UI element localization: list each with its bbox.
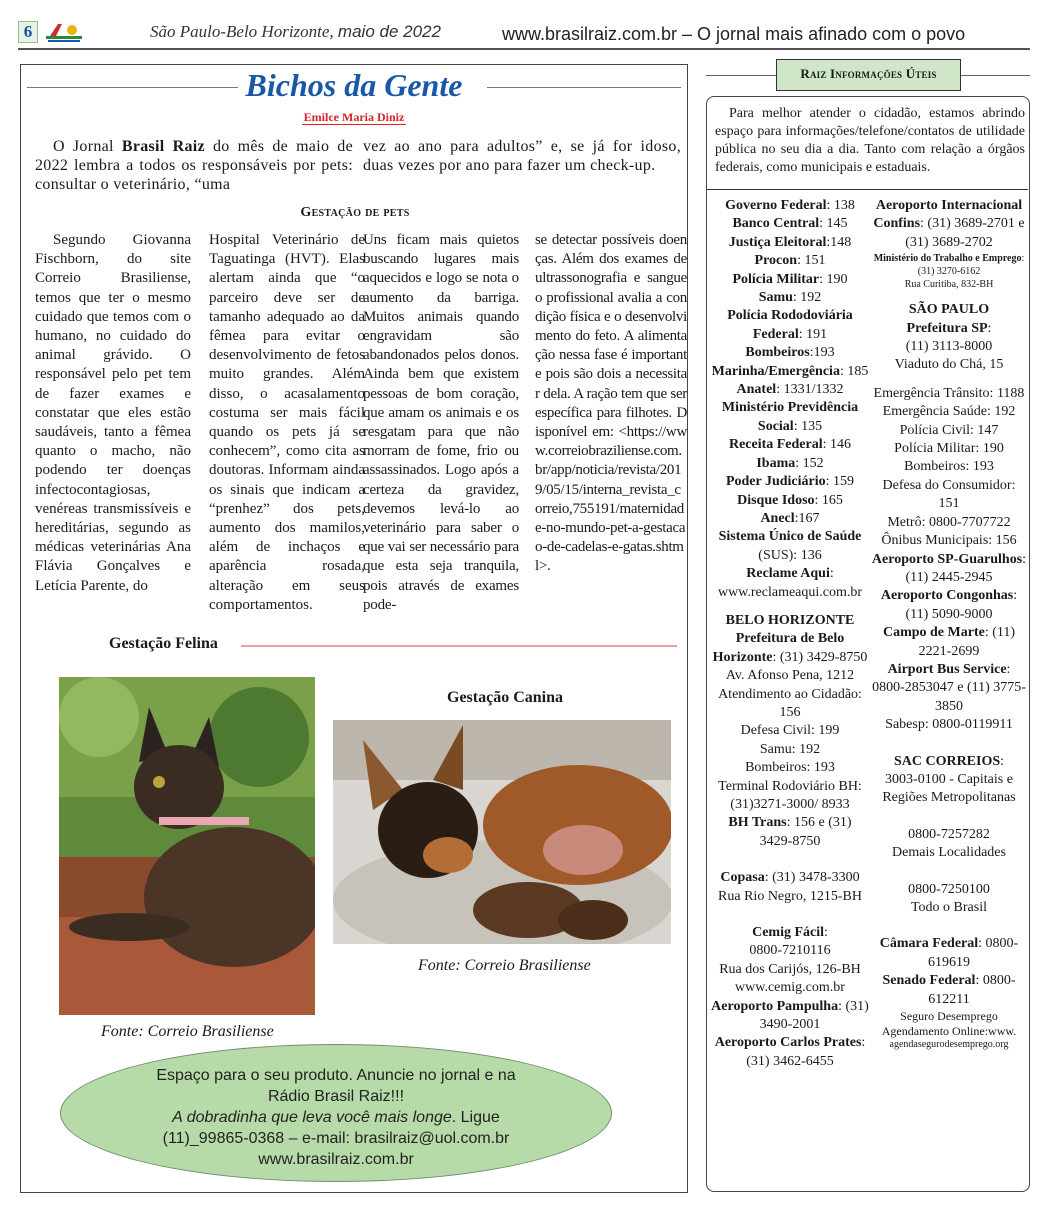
brasil-raiz-logo-icon [44, 20, 84, 44]
contact-line: Polícia Militar: 190 [894, 441, 1004, 457]
airport-bus-service: Airport Bus Service: 0800-2853047 e (11) 3775-3850 [872, 661, 1026, 714]
sac-demais-localidades [871, 826, 1027, 863]
contact-item: Polícia Militar: 190 [732, 271, 848, 287]
section-subheading: Gestação de pets [300, 205, 410, 220]
contact-item: www.reclameaqui.com.br [717, 584, 863, 600]
contact-item: Sistema Único de Saúde (SUS): 136 [718, 529, 862, 563]
sabesp: Sabesp: 0800-0119911 [885, 717, 1013, 733]
cat-photo [59, 677, 315, 1015]
contact-line: Terminal Rodoviário BH: (31)3271-3000/ 8933 [718, 778, 862, 812]
contact-line: 3003-0100 - Capitais e Regiões Metropolitanas [882, 771, 1016, 806]
sac-correios-details [871, 771, 1027, 808]
contact-item: Procon: 151 [754, 253, 826, 269]
edition-date: maio de 2022 [337, 22, 441, 41]
aeroporto-pampulha: Aeroporto Pampulha: (31) 3490-2001 [711, 998, 869, 1033]
contact-item: Bombeiros:193 [745, 345, 835, 361]
camara-federal: Câmara Federal: 0800-619619 [879, 936, 1019, 970]
copasa: Copasa: (31) 3478-3300 [720, 870, 860, 886]
contact-line: 0800-7257282 [908, 826, 990, 842]
felina-rule [241, 645, 677, 647]
edition-line [150, 22, 441, 42]
contact-item: Reclame Aqui: [746, 566, 834, 582]
ad-website-link[interactable]: www.brasilraiz.com.br [258, 1151, 414, 1168]
brand-name: Brasil Raiz [121, 138, 205, 155]
sidebar-box [706, 96, 1030, 1192]
contact-line: Bombeiros: 193 [904, 459, 994, 475]
seguro-desemprego-link[interactable]: agendasegurodesemprego.org [889, 1039, 1009, 1051]
federal-contacts-list [711, 197, 869, 602]
canina-caption: Fonte: Correio Brasiliense [418, 957, 591, 974]
sp-prefeitura: Prefeitura SP: [906, 320, 992, 336]
bh-heading: BELO HORIZONTE [725, 612, 855, 628]
website-tagline: www.brasilraiz.com.br – O jornal mais afinado com o povo [502, 24, 966, 44]
ministerio-trabalho: Ministério do Trabalho e Emprego: (31) 3270-6162 [873, 253, 1025, 278]
sidebar-badge: Raiz Informações Úteis [776, 59, 961, 91]
copasa-address: Rua Rio Negro, 1215-BH [718, 888, 862, 904]
contact-line: Emergência Trânsito: 1188 [873, 385, 1025, 401]
header-divider [18, 48, 1030, 50]
ministerio-trabalho-address: Rua Curitiba, 832-BH [904, 279, 994, 291]
sp-prefeitura-details [871, 338, 1027, 375]
article-column-3: Uns ficam mais quietos buscando lugares mais aquecidos e logo se nota o aumento da barriga. Muitos animais quando engravidam são abandonados pelos donos. Ainda bem que existem pessoas de bom coração, que amam os animais e os resgatam para que não morram de fome, frio ou assassinados. Logo após a certeza da gravidez, devemos levá-lo ao veterinário para saber o que vai ser necessário para que esta seja tranquila, pois através de exames pode- [363, 232, 519, 613]
contact-line: (11) 3113-8000 [905, 339, 993, 355]
contact-item: Anecl:167 [760, 510, 820, 526]
cemig-details [711, 942, 869, 997]
contact-item: Anatel: 1331/1332 [736, 382, 844, 398]
ad-contact[interactable]: (11)_99865-0368 – e-mail: brasilraiz@uol.com.br [162, 1130, 510, 1147]
article-column-2: Hospital Veterinário de Taguatinga (HVT). Elas alertam ainda que “o parceiro deve ser de tamanho adequado ao da fêmea para evitar o desenvolvimento de fetos muito grandes. Além disso, o acasalamento costuma ser mais fácil quando os pets já se conhecem”, como cita as doutoras. Informam ainda os sinais que indicam a “prenhez” dos pets, aumento dos mamilos, além de inchaços e aparência rosada, alteração em seus comportamentos. [209, 232, 365, 613]
contact-line: Av. Afonso Pena, 1212 [725, 668, 855, 684]
sidebar-intro: Para melhor atender o cidadão, estamos abrindo espaço para informações/telefone/contatos de utilidade pública no seu dia a dia. Tanto com relação a órgãos federais, como municipais e estaduais. [715, 106, 1025, 175]
felina-heading: Gestação Felina [109, 635, 218, 652]
page-number: 6 [18, 21, 38, 43]
aeroporto-guarulhos: Aeroporto SP-Guarulhos: (11) 2445-2945 [871, 551, 1027, 585]
article-column-1: Segundo Giovanna Fischborn, do site Correio Brasiliense, temos que ter o mesmo cuidado que temos com o humano, no cuidado do animal grávido. O responsável pelo pet tem de fazer exames e constatar que eles estão saudáveis, tanto a fêmea quanto o macho, não podendo ter doenças infectocontagiosas, venéreas transmissíveis e hereditárias, segundo as médicas veterinárias Ana Flávia Gonçalves e Letícia Parente, do [35, 232, 191, 594]
aeroporto-carlos-prates: Aeroporto Carlos Prates: (31) 3462-6455 [714, 1035, 866, 1069]
article-author: Emilce Maria Diniz [303, 110, 405, 124]
article-column-4: se detectar possíveis doenças. Além dos exames de ultrassonografia e sangue o profissional avalia a condição física e o desenvolvimento do feto. A alimentação nessa fase é importante pois são dois a necessitar dela. A ração tem que ser específica para filhotes. Disponível em: <https://www.correiobraziliense.com.br/app/noticia/revista/2019/05/15/interna_revista_correio,755191/maternidade-no-mundo-pet-a-gestacao-de-cadelas-e-gatas.shtml>. [535, 232, 687, 575]
article-title: Bichos da Gente [27, 67, 681, 104]
contact-item: Disque Idoso: 165 [737, 492, 843, 508]
intro-left: O Jornal Brasil Raiz do mês de maio de 2022 lembra a todos os responsáveis por pets: consultar o veterinário, “uma [35, 138, 354, 193]
ad-line-2: Rádio Brasil Raiz!!! [267, 1088, 405, 1105]
contact-item: Samu: 192 [758, 290, 822, 306]
contact-line: Rua dos Carijós, 126-BH [719, 961, 861, 977]
bh-prefeitura: Prefeitura de Belo Horizonte: (31) 3429-8750 [712, 631, 868, 665]
intro-right: vez ao ano para adultos” e, se já for idoso, duas vezes por ano para fazer um check-up. [363, 138, 681, 174]
contact-line: 0800-7250100 [908, 881, 990, 897]
dog-photo [333, 720, 671, 944]
contact-line: Ônibus Municipais: 156 [881, 533, 1017, 549]
bh-contacts-list [711, 667, 869, 814]
contact-line: Defesa do Consumidor: 151 [882, 477, 1016, 512]
advertisement-oval[interactable] [60, 1044, 612, 1182]
contact-item: Poder Judiciário: 159 [725, 474, 855, 490]
contact-item: Marinha/Emergência: 185 [711, 363, 869, 379]
ad-line-1: Espaço para o seu produto. Anuncie no jornal e na [156, 1067, 516, 1084]
felina-caption: Fonte: Correio Brasiliense [101, 1023, 274, 1040]
sp-contacts-list [871, 385, 1027, 551]
sidebar-divider [707, 189, 1028, 190]
sac-todo-brasil [871, 881, 1027, 918]
contact-item: Ministério Previdência Social: 135 [721, 400, 859, 434]
aeroporto-congonhas: Aeroporto Congonhas: (11) 5090-9000 [880, 588, 1018, 622]
sidebar-right-column [871, 197, 1027, 1051]
contact-item: Governo Federal: 138 [725, 198, 855, 213]
contact-line: Samu: 192 [759, 741, 821, 757]
contact-line: Bombeiros: 193 [745, 760, 835, 776]
contact-item: Justiça Eleitoral:148 [728, 234, 852, 250]
seguro-desemprego: Seguro Desemprego Agendamento Online:www. [881, 1009, 1017, 1039]
senado-federal: Senado Federal: 0800-612211 [882, 973, 1016, 1007]
aeroporto-confins: Aeroporto Internacional Confins: (31) 3689-2701 e (31) 3689-2702 [873, 198, 1025, 250]
contact-line: Defesa Civil: 199 [740, 723, 840, 739]
contact-line: Atendimento ao Cidadão: 156 [718, 686, 862, 720]
campo-de-marte: Campo de Marte: (11) 2221-2699 [882, 625, 1016, 659]
contact-item: Polícia Rododoviária Federal: 191 [727, 308, 853, 342]
title-row [27, 67, 681, 107]
sidebar-left-column [711, 197, 869, 1071]
contact-line: Viaduto do Chá, 15 [894, 357, 1004, 373]
contact-line: 0800-7210116 [749, 943, 831, 959]
contact-line: www.cemig.com.br [735, 980, 845, 996]
page-header [0, 0, 1050, 52]
contact-item: Ibama: 152 [756, 455, 824, 471]
contact-line: Metrô: 0800-7707722 [887, 514, 1011, 530]
edition-place: São Paulo-Belo Horizonte, [150, 22, 334, 41]
canina-heading: Gestação Canina [447, 689, 563, 706]
bh-trans: BH Trans: 156 e (31) 3429-8750 [728, 815, 852, 849]
contact-item: Receita Federal: 146 [728, 437, 852, 453]
contact-line: Todo o Brasil [910, 900, 987, 915]
sp-heading: SÃO PAULO [908, 302, 990, 318]
sac-correios: SAC CORREIOS: [893, 753, 1005, 769]
contact-item: Banco Central: 145 [732, 216, 848, 232]
contact-line: Emergência Saúde: 192 [882, 404, 1016, 420]
cemig: Cemig Fácil: [752, 925, 828, 941]
article-box [20, 64, 688, 1193]
ad-line-3: A dobradinha que leva você mais longe. Ligue [172, 1109, 500, 1126]
contact-line: Polícia Civil: 147 [899, 422, 999, 438]
contact-line: Demais Localidades [892, 845, 1006, 861]
